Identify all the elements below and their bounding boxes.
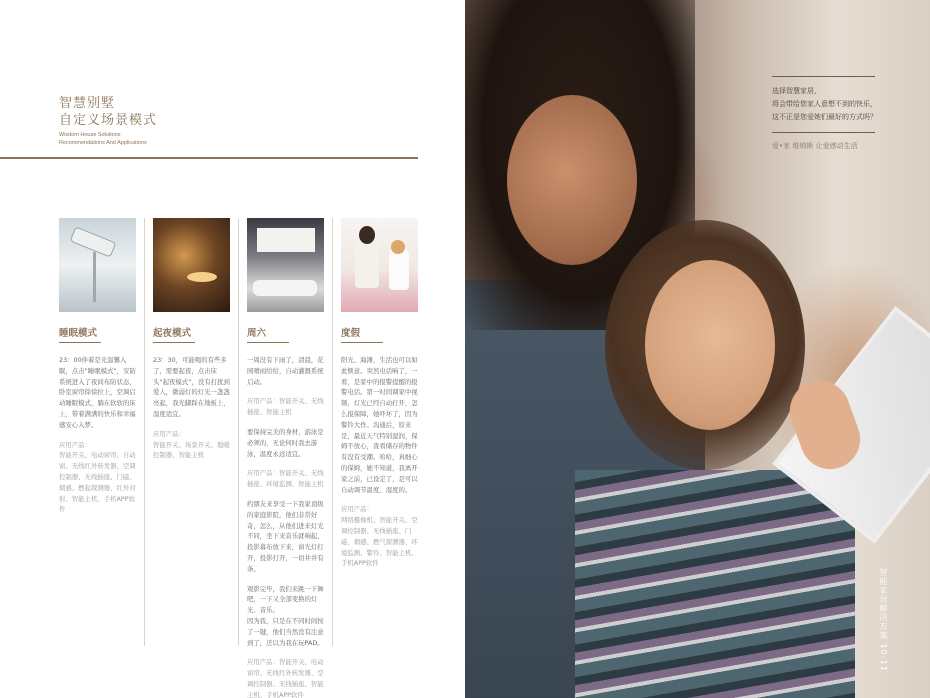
column-title: 起夜模式 [153, 328, 192, 339]
products-label: 应用产品： [153, 429, 185, 438]
quote-line-2: 将会带给您家人意想不到的快乐， [772, 100, 877, 108]
products-list: 应用产品：智能开关、电动窗帘、无线红外转发器、空调控制器、无线插座、智能主机、手机APP软件 [247, 658, 324, 698]
products-list: 智能开关、电动窗帘、自动窗、无线红外转发器、空调控制器、无线插座、门磁、烟感、燃起探测器、红外对射、智能主机、手机APP软件 [59, 451, 136, 514]
products-list: 智能开关、场景开关、地暖控制器、智能主机 [153, 440, 230, 460]
column-paragraph: 一周没有下雨了，清晨，花园喷雨给给，自动灌溉系统启动。 [247, 356, 324, 386]
column-separator [238, 218, 239, 646]
quote-rule-bottom [772, 132, 875, 133]
family-photo [341, 218, 418, 312]
column-paragraph: 约朋友来享受一下我家顶级的家庭影院，他们非常好奇，怎么，从他们进来灯光不同，坐下来音乐就响起，投影幕布放下来，窗光灯打开，投影打开，一切井井有条。 [247, 499, 324, 573]
quote-rule-top [772, 76, 875, 77]
quote-text [772, 85, 877, 124]
column-paragraph: 要保持完美的身材，游泳是必须的，无论何时我去游泳，温度永远适宜。 [247, 427, 324, 458]
column-title-underline [247, 342, 289, 343]
products-list: 应用产品：智能开关、无线插座、智能主机 [247, 397, 324, 417]
column-paragraph: 因为我，只是在不同时间按了一键，他们当然没有注意到了，还以为我在玩PAD。 [247, 616, 324, 647]
column-description: 23：30，可能喝的有些多了，需要起夜，点击床头“起夜模式”，没有打扰到爱人，微弱灯的灯光一盏盏亮起，我光脚踩在地板上，温度适宜。 [153, 356, 230, 418]
mode-column-sleep [59, 218, 137, 515]
column-title-underline [341, 342, 383, 343]
english-subtitle [59, 131, 147, 147]
products-label: 应用产品： [59, 440, 91, 449]
products-list: 网络摄像机、智能开关、空调控制器、无线插座、门磁、烟感、燃气探测器、环境监测、警铃、智能主机、手机APP软件 [341, 516, 418, 568]
home-theater-photo [247, 218, 324, 312]
title-line-1: 智慧别墅 [59, 96, 116, 111]
night-bathroom-photo [153, 218, 230, 312]
page-title [59, 95, 157, 129]
page-caption: 智能家居解决方案 10-11 [879, 568, 888, 672]
mode-column-saturday [247, 218, 325, 698]
mode-column-night [153, 218, 231, 461]
quote-line-1: 选择智慧家居， [772, 87, 821, 95]
column-body [341, 355, 419, 569]
column-separator [144, 218, 145, 646]
column-body [247, 355, 325, 698]
column-title: 周六 [247, 328, 267, 339]
column-description: 阳光、海滩，生活也可以如此惬意。突然电话响了，一看，是家中的报警提醒的报警电话。第一时间调家中视频，灯光已经自动打开，怎么报保障，她吓坏了，因为警铃大作。沟通后，原来是，最近天气特别湿润，保姆不放心，查看储存的物件有没有受潮。哈哈，真细心的保姆，她不知道，我离开家之前，已设定了，是可以自动调节温度、湿度的。 [341, 356, 418, 494]
subtitle-line-1: Wisdom House Solutions [59, 132, 121, 138]
title-line-2: 自定义场景模式 [59, 113, 158, 128]
subtitle-line-2: Recommendations And Applications [59, 140, 147, 146]
products-label: 应用产品： [341, 505, 373, 514]
column-title-underline [153, 342, 195, 343]
quote-line-3: 这不正是您爱她们最好的方式吗？ [772, 113, 877, 121]
column-title: 睡眠模式 [59, 328, 98, 339]
brand-slogan: 爱•家 维纳斯 让爱感动生活 [772, 142, 858, 150]
column-paragraph: 观影完毕，我们来跳一下舞吧，一下又全部变换的灯光、音乐。 [247, 584, 324, 615]
hero-photo-page [465, 0, 930, 698]
column-description: 23：00伴着是光温馨入眠，点击“睡眠模式”，安防系统进入了夜间布防状态，卧室窗帘徐徐拉上，空调启动睡眠模式，躺在软软的床上，带着满满的快乐和幸福感安心入梦。 [59, 356, 136, 429]
column-body [59, 355, 137, 515]
column-title-underline [59, 342, 101, 343]
mode-column-vacation [341, 218, 419, 569]
security-camera-photo [59, 218, 136, 312]
column-separator [332, 218, 333, 646]
column-title: 度假 [341, 328, 361, 339]
column-body [153, 355, 231, 461]
title-divider [0, 157, 418, 159]
products-list: 应用产品：智能开关、无线插座、环境监测、智能主机 [247, 469, 324, 489]
